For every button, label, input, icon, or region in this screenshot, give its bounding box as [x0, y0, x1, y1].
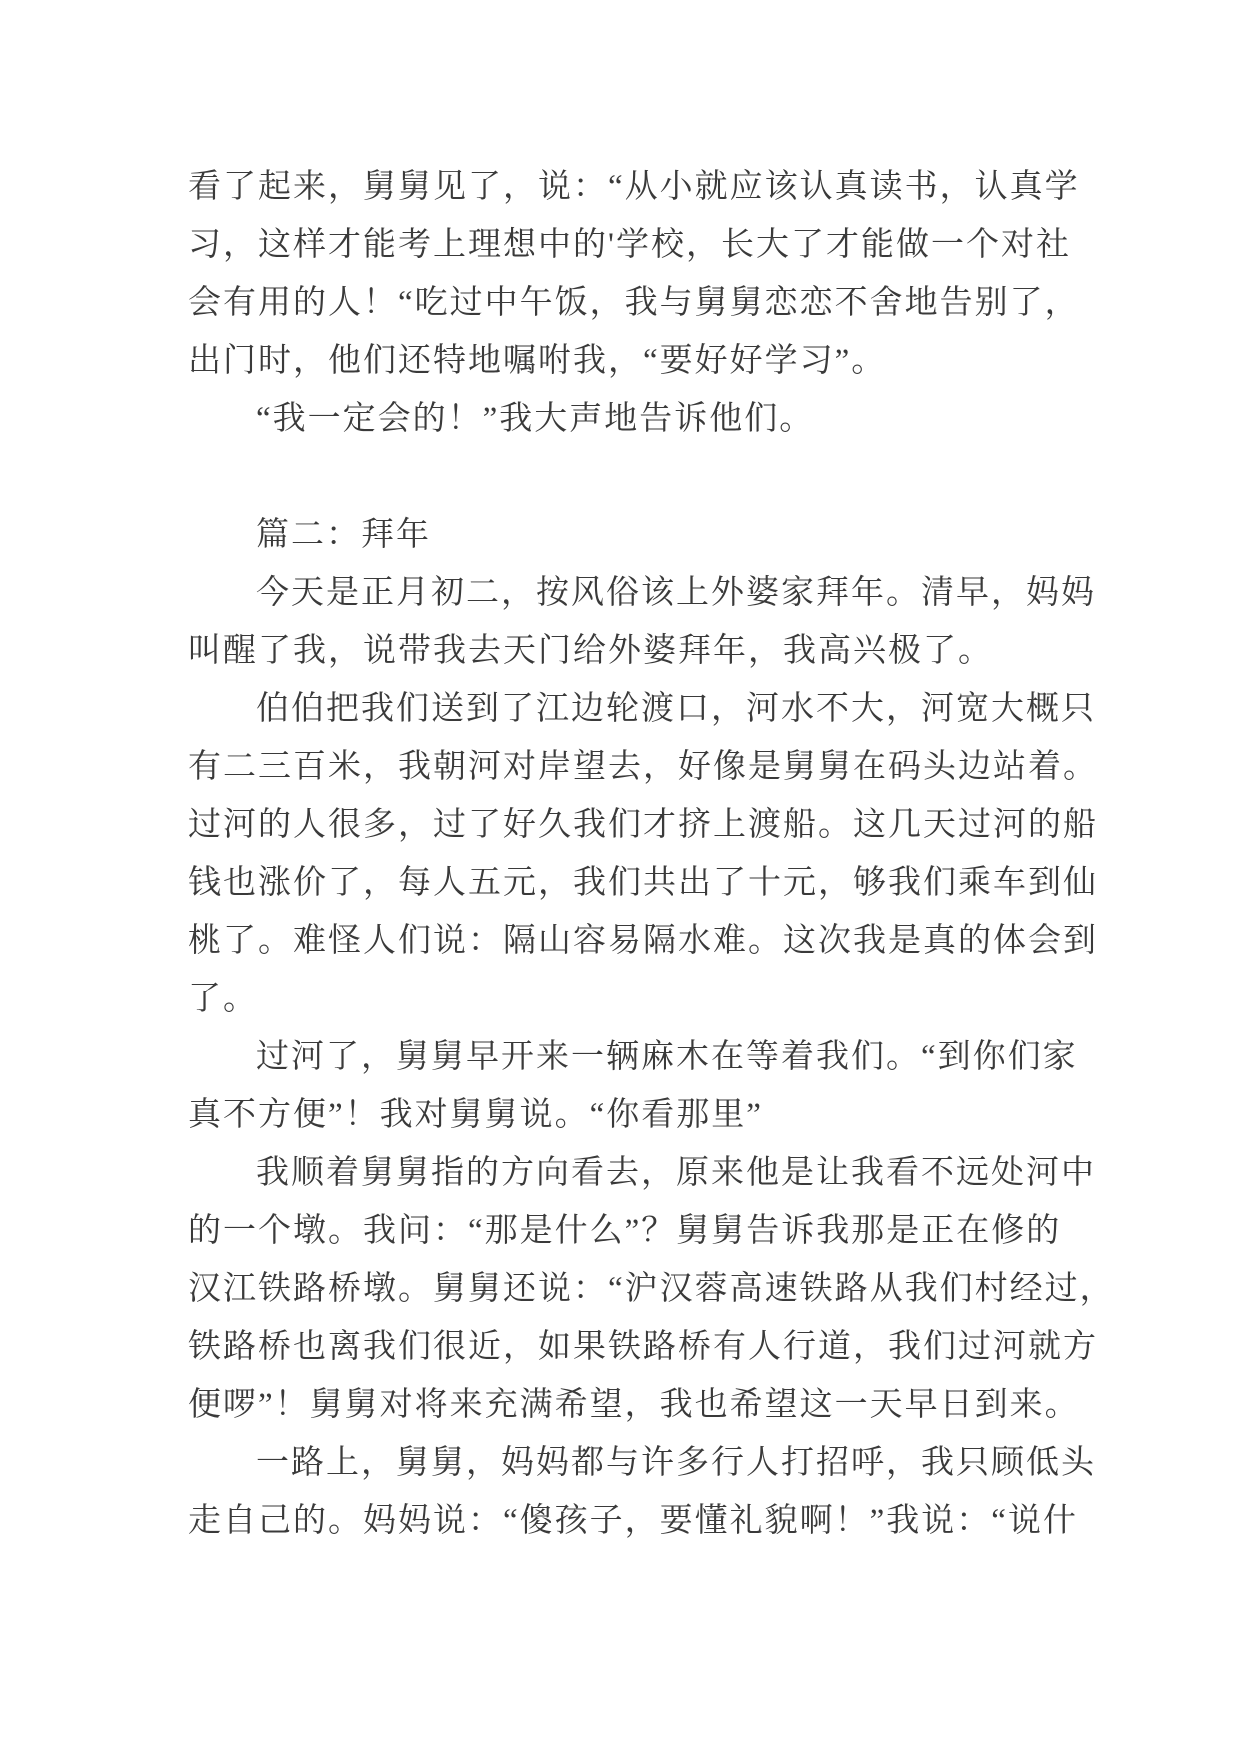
text-line: 有二三百米，我朝河对岸望去，好像是舅舅在码头边站着。 — [188, 749, 1098, 785]
text-line: “我一定会的！”我大声地告诉他们。 — [256, 401, 815, 437]
text-line: 篇二：拜年 — [256, 517, 431, 553]
text-line: 铁路桥也离我们很近，如果铁路桥有人行道，我们过河就方 — [188, 1329, 1098, 1365]
text-line: 看了起来，舅舅见了，说：“从小就应该认真读书，认真学 — [188, 169, 1080, 205]
text-line: 走自己的。妈妈说：“傻孩子，要懂礼貌啊！”我说：“说什 — [188, 1503, 1078, 1539]
essay-text-block — [188, 158, 1118, 1550]
text-line: 过河的人很多，过了好久我们才挤上渡船。这几天过河的船 — [188, 807, 1098, 843]
text-line: 会有用的人！“吃过中午饭，我与舅舅恋恋不舍地告别了， — [188, 285, 1080, 321]
text-line: 今天是正月初二，按风俗该上外婆家拜年。清早，妈妈 — [256, 575, 1096, 611]
text-line: 叫醒了我，说带我去天门给外婆拜年，我高兴极了。 — [188, 633, 993, 669]
text-line: 习，这样才能考上理想中的'学校，长大了才能做一个对社 — [188, 227, 1071, 263]
text-line: 一路上，舅舅，妈妈都与许多行人打招呼，我只顾低头 — [256, 1445, 1096, 1481]
text-line: 伯伯把我们送到了江边轮渡口，河水不大，河宽大概只 — [256, 691, 1096, 727]
text-line: 了。 — [188, 981, 258, 1017]
text-line: 过河了，舅舅早开来一辆麻木在等着我们。“到你们家 — [256, 1039, 1078, 1075]
text-line: 的一个墩。我问：“那是什么”？舅舅告诉我那是正在修的 — [188, 1213, 1062, 1249]
text-line: 我顺着舅舅指的方向看去，原来他是让我看不远处河中 — [256, 1155, 1096, 1191]
text-line: 出门时，他们还特地嘱咐我，“要好好学习”。 — [188, 343, 887, 379]
text-line: 钱也涨价了，每人五元，我们共出了十元，够我们乘车到仙 — [188, 865, 1098, 901]
text-line: 便啰”！舅舅对将来充满希望，我也希望这一天早日到来。 — [188, 1387, 1080, 1423]
text-line: 汉江铁路桥墩。舅舅还说：“沪汉蓉高速铁路从我们村经过， — [188, 1271, 1115, 1307]
text-line: 真不方便”！我对舅舅说。“你看那里” — [188, 1097, 763, 1133]
text-line: 桃了。难怪人们说：隔山容易隔水难。这次我是真的体会到 — [188, 923, 1098, 959]
blank-line — [188, 448, 1118, 506]
